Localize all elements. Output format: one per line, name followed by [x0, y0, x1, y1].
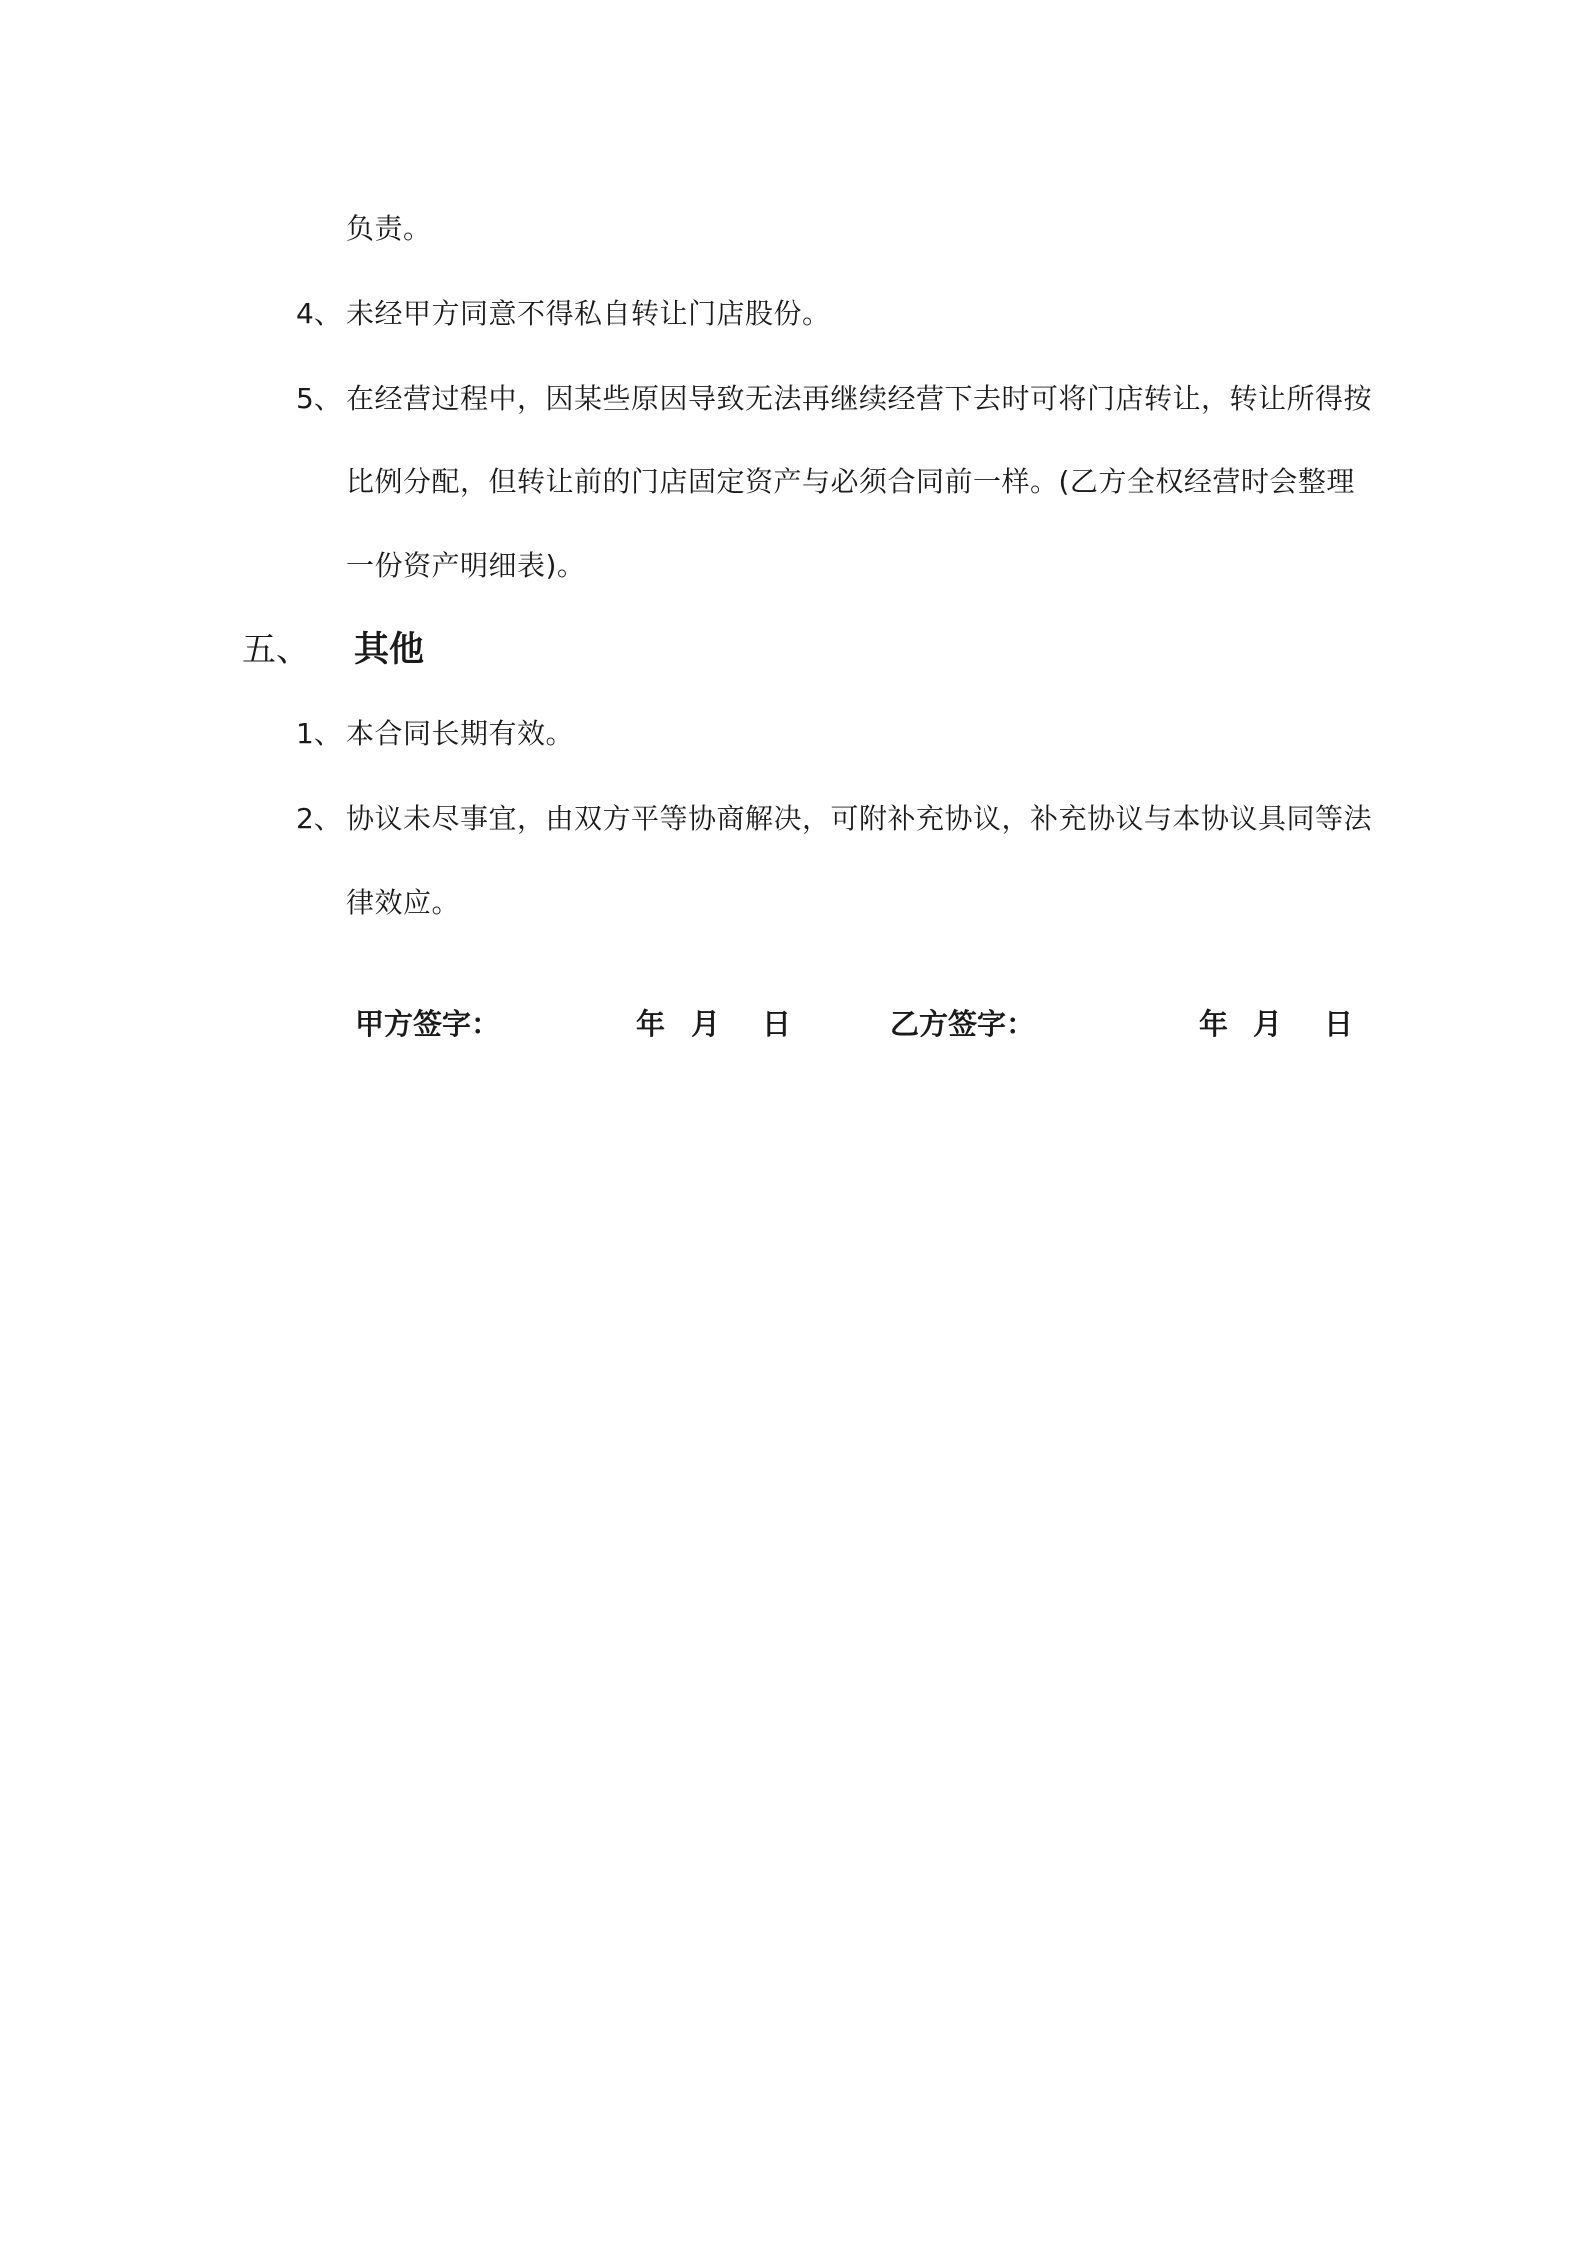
party-a-day: 日	[762, 1007, 792, 1041]
item5-number: 5、	[296, 382, 342, 415]
party-b-day: 日	[1324, 1007, 1354, 1041]
section5-item1-number: 1、	[296, 717, 342, 750]
party-b-month: 月	[1253, 1007, 1283, 1041]
section5-number: 五、	[242, 630, 310, 670]
section5-title: 其他	[354, 630, 425, 670]
section5-item2-line-2: 律效应。	[346, 886, 461, 919]
section5-item2-line-1: 协议未尽事宜，由双方平等协商解决，可附补充协议，补充协议与本协议具同等法	[346, 802, 1373, 835]
party-a-signature-label: 甲方签字：	[355, 1007, 501, 1041]
party-a-month: 月	[691, 1007, 721, 1041]
item4-number: 4、	[296, 297, 342, 330]
item4-text: 未经甲方同意不得私自转让门店股份。	[346, 297, 831, 330]
section5-item2-number: 2、	[296, 802, 342, 835]
item5-line-3: 一份资产明细表)。	[346, 549, 586, 582]
item5-line-2: 比例分配，但转让前的门店固定资产与必须合同前一样。(乙方全权经营时会整理	[346, 465, 1355, 498]
section5-item1-text: 本合同长期有效。	[346, 717, 575, 750]
item5-line-1: 在经营过程中，因某些原因导致无法再继续经营下去时可将门店转让，转让所得按	[346, 382, 1373, 415]
item3-tail: 负责。	[346, 212, 432, 245]
party-a-year: 年	[636, 1007, 666, 1041]
party-b-signature-label: 乙方签字：	[890, 1007, 1036, 1041]
party-b-year: 年	[1199, 1007, 1229, 1041]
